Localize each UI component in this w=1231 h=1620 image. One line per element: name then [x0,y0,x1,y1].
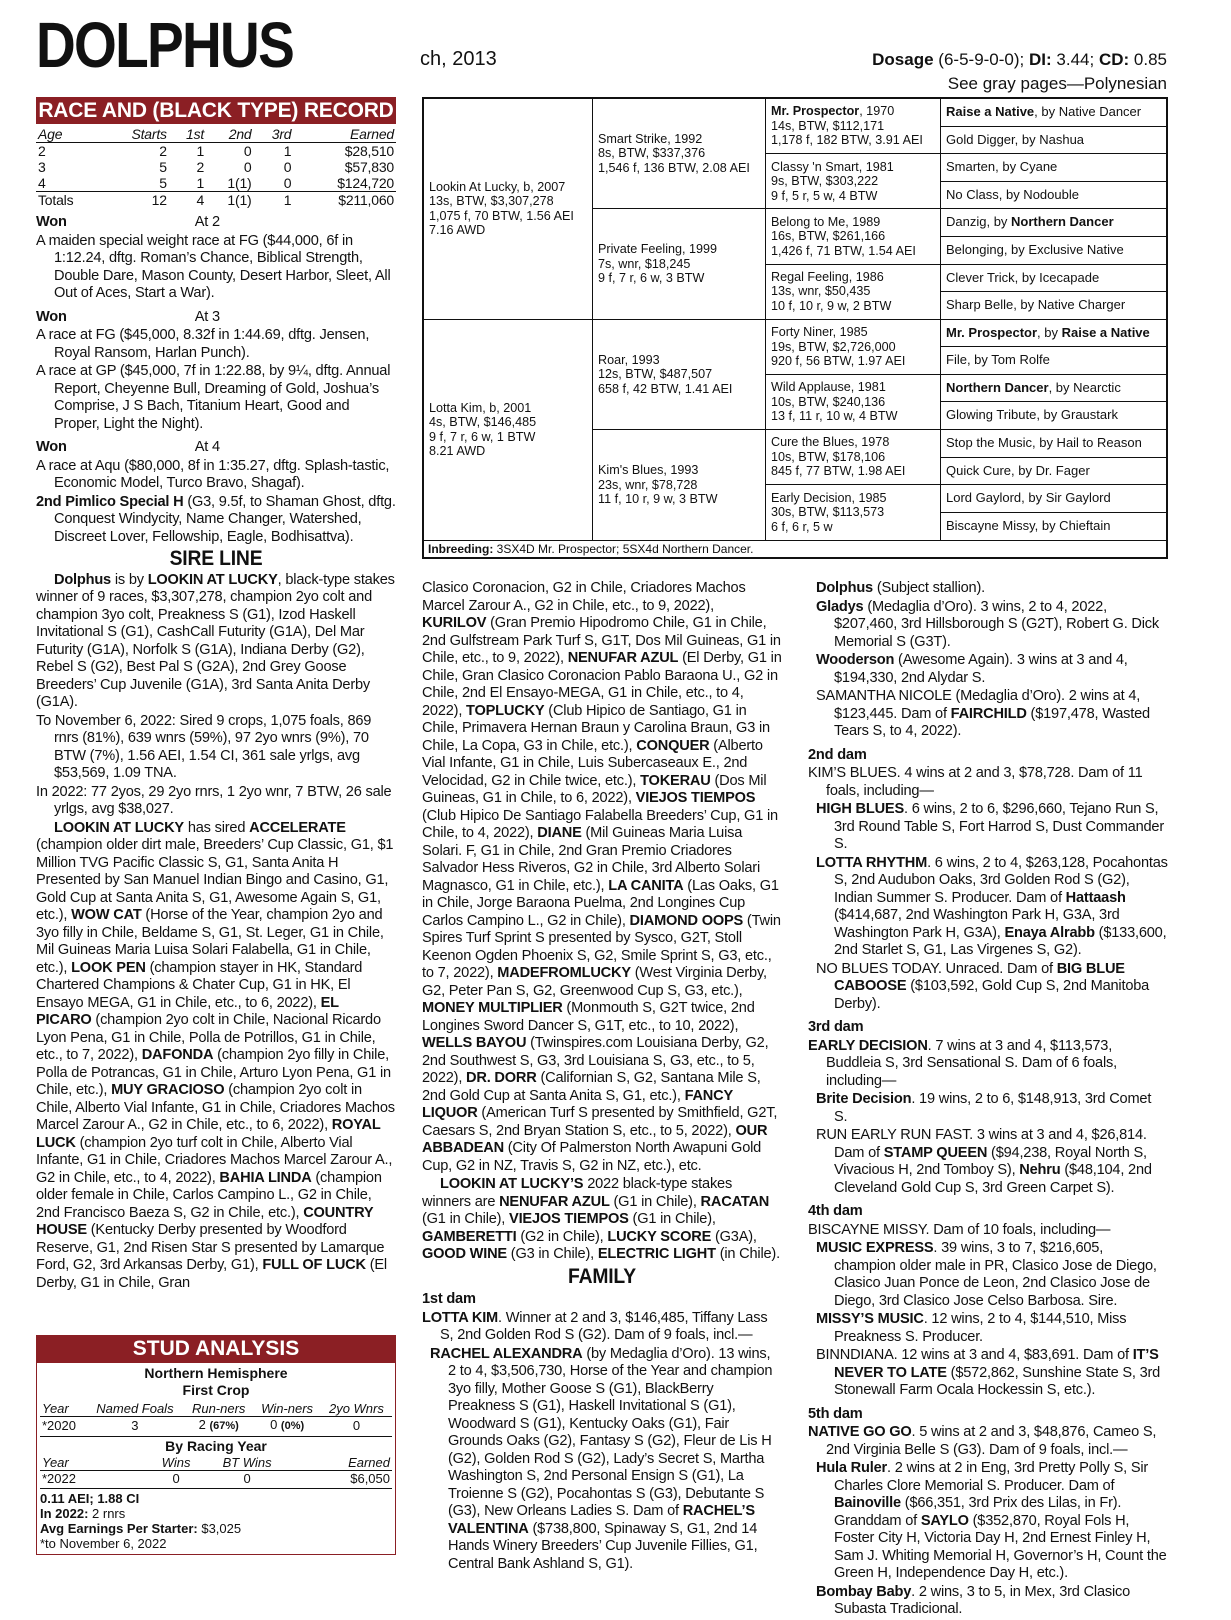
win-3-text-1: A race at FG ($45,000, 8.32f in 1:44.69, dftg. Jensen, Royal Ransom, Harlan Punch). [36,327,370,361]
bold-name: DAFONDA [141,1047,214,1063]
pedigree-great-grandparent [766,319,941,374]
pedigree-chart [422,97,1168,559]
ancestor-text: Cure the Blues, 1978 10s, BTW, $178,106 845 f, 77 BTW, 1.98 AEI [771,435,906,479]
bold-name: VIEJOS TIEMPOS [509,1211,629,1227]
pedigree-great-grandparent [766,374,941,429]
ancestor-text: Wild Applause, 1981 10s, BTW, $240,136 13 f, 11 r, 10 w, 4 BTW [771,380,898,424]
win-3-text-2: A race at GP ($45,000, 7f in 1:22.88, by 9¼, dftg. Annual Report, Cheyenne Bull, Dreaming of Gold, Joshua’s Comprise, J S Bach, Titanium Heart, Good and Proper, Light the Night). [36,363,391,432]
bold-name: NENUFAR AZUL [499,1193,610,1210]
pedigree-4th-generation [941,457,1168,485]
record-row [36,159,396,175]
bold-name: MUY GRACIOSO [111,1082,225,1098]
ancestor-text: File, by Tom Rolfe [946,352,1050,368]
bold-name: MADEFROMLUCKY [497,965,631,981]
pedigree-great-grandparent [766,154,941,209]
text-run: (champion stayer in HK, Standard Chartered Champions & Chater Cup, G1 in HK, El Ensayo MEGA, G1 in Chile, etc., to 6, 2022), [36,959,363,1011]
record-cell: $57,830 [344,159,394,175]
stud-analysis-heading: STUD ANALYSIS [36,1335,396,1363]
record-cell: 0 [283,175,292,191]
bold-name: NENUFAR AZUL [567,650,679,666]
ancestor-text: Belonging, by Exclusive Native [946,242,1124,258]
sire-2022-winners [422,1176,782,1264]
middle-column [422,580,782,1574]
sire-line-continued [422,580,782,1175]
bold-ancestor: Northern Dancer [1011,214,1114,230]
bold-name: VIEJOS TIEMPOS [635,790,756,806]
first-dam-heading: 1st dam [422,1291,476,1307]
wooderson-entry: Wooderson (Awesome Again). 3 wins at 3 and 4, $194,330, 2nd Alydar S. [816,652,1128,686]
pedigree-4th-generation [941,430,1168,458]
text-run: (Club Hipico De Santiago Falabella Breeders’ Cup, G1 in Chile, to 4, 2022), [422,807,778,841]
sire-line-heading: SIRE LINE [169,547,263,570]
text-run: (Twinspires.com Louisiana Derby, G2, 2nd Southwest S, G3, 3rd Louisiana S, G3, etc., to 5, 2022), [422,1035,769,1086]
record-cell: 1 [283,143,292,159]
by-racing-year: By Racing Year [40,1436,392,1455]
text-run: (El Derby, G1 in Chile, Gran Clasico Coronacion Pablo Baraona U., G2 in Chile, 2nd El Ensayo-MEGA, G1 in Chile, etc., to 4, 2022), [422,650,782,719]
pedigree-great-grandparent [766,98,941,154]
bold-ancestor: Mr. Prospector [771,104,860,119]
bold-name: TOKERAU [640,772,711,789]
record-cell: 12 [151,192,167,208]
record-cell: $28,510 [344,143,394,159]
bold-name: FANCY LIQUOR [422,1087,733,1121]
bold-name: DR. DORR [466,1070,537,1086]
bold-name: OUR ABBADEAN [422,1122,768,1156]
text-run: (champion 2yo filly in Chile, Polla de Potrancas, G1 in Chile, Arturo Lyon Pena, G1 in Chile, etc.), [36,1047,391,1098]
pedigree-row [423,319,1167,347]
left-column [36,97,396,1293]
text-run: (Dos Mil Guineas, G1 in Chile, to 6, 2022), [422,772,767,806]
pedigree-row [423,98,1167,126]
second-place-text: 2nd Pimlico Special H (G3, 9.5f, to Shaman Ghost, dftg. Conquest Windycity, Name Changer, Watershed, Discreet Lover, Fellowship, Eagle, Bodhisattva). [36,493,396,545]
native-go-go: NATIVE GO GO. 5 wins at 2 and 3, $48,876, Cameo S, 2nd Virginia Belle S (G3). Dam of 9 foals, incl.— [808,1424,1157,1458]
crop-table: Year Named Foals Run-ners Win-ners 2yo Wnrs *2020 3 2 (67%) 0 (0%) 0 [40,1401,392,1434]
bold-ancestor: Raise a Native [946,104,1035,120]
pedigree-4th-generation [941,98,1168,126]
text-run: (Las Oaks, G1 in Chile, Jorge Baraona Puelma, 2nd Longines Cup Carlos Campino L., G2 in Chile), [422,877,779,929]
record-col-header: Starts [131,126,167,142]
text-run: (champion older female in Chile, Carlos Campino L., G2 in Chile, 2nd Francisco Baeza S, G2 in Chile, etc.), [36,1169,382,1221]
record-cell: 1(1) [227,192,252,208]
no-blues-today: NO BLUES TODAY. Unraced. Dam of BIG BLUE CABOOSE ($103,592, Gold Cup S, 2nd Manitoba Derby). [816,960,1150,1012]
biscayne-missy: BISCAYNE MISSY. Dam of 10 foals, including— [808,1221,1111,1238]
year-table: Year Wins BT Wins Earned *2022 0 0 $6,050 [42,1455,390,1486]
avg-earnings: Avg Earnings Per Starter: $3,025 [40,1521,242,1536]
pedigree-grandparent: Smart Strike, 1992 8s, BTW, $337,376 1,546 f, 136 BTW, 2.08 AEI [593,98,766,209]
text-run: (champion 2yo colt in Chile, Nacional Ricardo Lyon Pena, G1 in Chile, Polla de Potrillos, G1 in Chile, etc., to 7, 2022), [36,1012,381,1063]
ancestor-text: Gold Digger, by Nashua [946,131,1085,147]
bombay-baby: Bombay Baby. 2 wins, 3 to 5, in Mex, 3rd Clasico Subasta Tradicional. [816,1583,1131,1617]
third-dam-heading: 3rd dam [808,1019,864,1035]
ancestor-text: Glowing Tribute, by Graustark [946,407,1118,423]
horse-color-year: ch, 2013 [420,48,497,70]
text-run: 2022 black-type stakes winners are [422,1176,733,1210]
ancestor-text: Sharp Belle, by Native Charger [946,297,1126,313]
ancestor-text: , by Nearctic [1048,379,1121,395]
record-cell: 4 [196,192,205,208]
pedigree-grandparent: Kim's Blues, 1993 23s, wnr, $78,728 11 f, 10 r, 9 w, 3 BTW [593,430,766,540]
bold-name: ACCELERATE [249,819,346,836]
record-cell: 1(1) [227,175,252,191]
pedigree-4th-generation [941,402,1168,430]
pedigree-grandparent: Roar, 1993 12s, BTW, $487,507 658 f, 42 BTW, 1.41 AEI [593,319,766,429]
pedigree-4th-generation [941,512,1168,540]
stud-sub-2: First Crop [182,1382,250,1398]
bold-name: LUCKY SCORE [607,1228,712,1245]
bold-name: LA CANITA [608,877,684,894]
ancestor-text: , by [1037,324,1062,340]
record-col-header: 3rd [271,126,292,142]
pedigree-great-grandparent [766,264,941,319]
bold-name: ELECTRIC LIGHT [597,1246,716,1262]
pedigree-great-grandparent [766,485,941,540]
high-blues: HIGH BLUES. 6 wins, 2 to 6, $296,660, Tejano Run S, 3rd Round Table S, Fort Harrod S, Dust Commander S. [816,801,1164,852]
ancestor-text: , 1970 14s, BTW, $112,171 1,178 f, 182 BTW, 3.91 AEI [771,104,923,148]
in-2022: In 2022: 2 rnrs [40,1506,126,1521]
text-run: (champion 2yo colt in Chile, Alberto Vial Infante, G1 in Chile, Criadores Machos Marcel Zarour A., G2 in Chile, etc., to 6, 2022), [36,1082,395,1133]
race-record-table [36,126,396,208]
record-cell: 4 [38,175,46,191]
record-cell: 1 [196,175,205,191]
lotta-kim: LOTTA KIM. Winner at 2 and 3, $146,485, Tiffany Lass S, 2nd Golden Rod S (G2). Dam of 9 foals, incl.— [422,1309,768,1343]
fifth-dam-heading: 5th dam [808,1405,863,1422]
bold-name: GAMBERETTI [422,1228,517,1245]
dolphus-entry: Dolphus (Subject stallion). [816,580,985,596]
text-run: (G1 in Chile), [609,1193,701,1210]
record-cell: 0 [243,143,252,159]
pedigree-4th-generation [941,154,1168,182]
missys-music: MISSY’S MUSIC. 12 wins, 2 to 4, $144,510, Miss Preakness S. Producer. [816,1311,1127,1345]
ancestor-text: Biscayne Missy, by Chieftain [946,517,1111,533]
record-col-header: 2nd [228,126,252,142]
text-run: (Kentucky Derby presented by Woodford Reserve, G1, 2nd Risen Star S presented by Lamarque Ford, G2, 3rd Arkansas Derby, G1), [36,1222,385,1273]
inbreeding-note: Inbreeding: 3SX4D Mr. Prospector; 5SX4d Northern Dancer. [423,540,1167,558]
text-run: (G3A), [711,1228,757,1245]
gladys-entry: Gladys (Medaglia d’Oro). 3 wins, 2 to 4, 2022, $207,460, 3rd Hillsborough S (G2T), Robert G. Dick Memorial S (G3T). [816,598,1159,650]
fourth-dam-heading: 4th dam [808,1203,863,1219]
bold-name: WELLS BAYOU [422,1035,527,1051]
win-2-text: A maiden special weight race at FG ($44,000, 6f in 1:12.24, dftg. Roman’s Chance, Biblical Strength, Double Dare, Mason County, Desert Harbor, Sleet, All Out of Aces, Start a War). [36,232,391,301]
second-dam-heading: 2nd dam [808,746,867,763]
record-col-header: Age [38,126,63,142]
text-run: (G1 in Chile), [422,1211,510,1227]
pedigree-sire: Lookin At Lucky, b, 2007 13s, BTW, $3,307,278 1,075 f, 70 BTW, 1.56 AEI 7.16 AWD [423,98,593,319]
won-at-4: Won At 4 [36,439,220,455]
pedigree-4th-generation [941,292,1168,320]
pedigree-4th-generation [941,319,1168,347]
pedigree-great-grandparent [766,430,941,485]
bold-ancestor: Mr. Prospector [946,324,1038,340]
text-run: (American Turf S presented by Smithfield, G2T, Caesars S, 2nd Bryan Station S, etc., to 5, 2022), [422,1105,778,1139]
early-decision: EARLY DECISION. 7 wins at 3 and 4, $113,573, Buddleia S, 3rd Sensational S. Dam of 6 foals, including— [808,1037,1117,1089]
record-cell: 0 [283,159,292,175]
hula-ruler: Hula Ruler. 2 wins at 2 in Eng, 3rd Pretty Polly S, Sir Charles Clore Memorial S. Producer. Dam of Bainoville ($66,351, 3rd Prix des Lilas, in Fr). Granddam of SAYLO ($352,870, Royal Fols H, Foster City H, Victoria Day H, 2nd Ernest Finley H, Sam J. Whiting Memorial H, Governor’s H, Count the Green H, Independence Day H, etc.). [816,1460,1167,1581]
record-cell: 2 [38,143,46,159]
record-cell: 5 [159,175,167,191]
pedigree-4th-generation [941,236,1168,264]
family-heading: FAMILY [568,1264,636,1288]
pedigree-4th-generation [941,264,1168,292]
record-cell: 3 [38,159,46,175]
text-run: (G2 in Chile), [516,1228,608,1245]
text-run: (Mil Guineas Maria Luisa Solari. F, G1 in Chile, 2nd Gran Premio Criadores Salvador Hess Riveros, G2 in Chile, 3rd Alberto Solari Magnasco, G1 in Chile, etc.), [422,825,760,894]
rachel-alexandra: RACHEL ALEXANDRA (by Medaglia d’Oro). 13 wins, 2 to 4, $3,506,730, Horse of the Year and champion 3yo filly, Mother Goose S (G1), BlackBerry Preakness S (G1), Haskell Invitational S (G1), Woodward S (G1), Kentucky Oaks (G1), Fair Grounds Oaks (G2), Fantasy S (G2), Fleur de Lis H (G2), Golden Rod S (G2), Lady’s Secret S, Martha Washington S, 2nd Personal Ensign S (G1), La Troienne S (G2), Pocahontas S (G3), Debutante S (G3), New Orleans Ladies S. Dam of RACHEL’S VALENTINA ($738,800, Spinaway S, G1, 2nd 14 Hands Winery Breeders’ Cup Juvenile Fillies, G1, Central Bank Ashland S, G1). [430,1345,773,1572]
record-cell: $124,720 [337,175,394,191]
text-run: (G1 in Chile), [628,1211,716,1227]
binndiana: BINNDIANA. 12 wins at 3 and 4, $83,691. Dam of IT’S NEVER TO LATE ($572,862, Sunshine State S, 3rd Stonewall Farm Ocala Hockessin S, etc.). [816,1347,1161,1398]
won-at-3: Won At 3 [36,308,220,325]
record-row [36,143,396,160]
ancestor-text: Stop the Music, by Hail to Reason [946,435,1142,451]
sire-line-p4 [36,820,396,1293]
record-cell: $211,060 [338,192,394,208]
bold-name: CONQUER [636,737,710,754]
text-run: (Californian S, G2, Santana Mile S, 2nd Gold Cup at Santa Anita S, G1, etc.), [422,1070,761,1104]
ancestor-text: , by Native Dancer [1034,104,1142,120]
text-run: (champion older dirt male, Breeders’ Cup Classic, G1, $1 Million TVG Pacific Classic S, G1, Santa Anita H Presented by San Manuel Indian Bingo and Casino, G1, Gold Cup at Santa Anita S, G1, Awesome Again S, G1, etc.), [36,837,394,923]
ancestor-text: Early Decision, 1985 30s, BTW, $113,573 6 f, 6 r, 5 w [771,490,887,534]
ancestor-text: Lord Gaylord, by Sir Gaylord [946,490,1111,506]
bold-name: LOOKIN AT LUCKY [54,819,184,836]
record-cell: 1 [283,192,292,208]
text-run: (El Derby, G1 in Chile, Gran [36,1257,387,1291]
pedigree-grandparent: Private Feeling, 1999 7s, wnr, $18,245 9 f, 7 r, 6 w, 3 BTW [593,209,766,319]
brite-decision: Brite Decision. 19 wins, 2 to 6, $148,913, 3rd Comet S. [816,1091,1152,1125]
dosage-info: Dosage (6-5-9-0-0); DI: 3.44; CD: 0.85 See gray pages—Polynesian [872,48,1167,96]
pedigree-4th-generation [941,485,1168,513]
pedigree-4th-generation [941,347,1168,375]
horse-name-title: DOLPHUS [36,9,294,81]
text-run: (Horse of the Year, champion 2yo and 3yo filly in Chile, Beldame S, G1, St. Leger, G1 in Chile, Mil Guineas Maria Luisa Solari Falabella, G1 in Chile, etc.), [36,907,384,976]
stud-sub-1: Northern Hemisphere [144,1365,288,1381]
bold-name: WOW CAT [71,907,142,923]
bold-name: ROYAL LUCK [36,1117,381,1151]
text-run: (Alberto Vial Infante, G1 in Chile, Luis Subercaseaux E., 2nd Velocidad, G2 in Chile twice, etc.), [422,737,763,789]
won-at-2: Won At 2 [36,214,220,230]
bold-name: TOPLUCKY [466,702,545,719]
stud-footnote: *to November 6, 2022 [40,1536,167,1551]
ancestor-text: Danzig, by [946,214,1012,230]
kims-blues: KIM’S BLUES. 4 wins at 2 and 3, $78,728. Dam of 11 foals, including— [808,765,1143,799]
pedigree-dam: Lotta Kim, b, 2001 4s, BTW, $146,485 9 f, 7 r, 6 w, 1 BTW 8.21 AWD [423,319,593,540]
text-run: (G3 in Chile), [506,1246,598,1262]
bold-name: DIANE [537,825,582,841]
text-run: (City Of Palmerston North Awapuni Gold Cup, G2 in NZ, Travis S, G2 in NZ, etc.), etc. [422,1140,762,1174]
gray-pages-note: See gray pages—Polynesian [947,74,1167,93]
record-row [36,192,396,209]
race-record-heading: RACE AND (BLACK TYPE) RECORD [36,97,396,124]
record-cell: 0 [243,159,252,175]
aei-ci: 0.11 AEI; 1.88 CI [40,1488,392,1506]
bold-name: LOOKIN AT LUCKY’S [440,1176,584,1192]
record-cell: 2 [159,143,167,159]
bold-name: FULL OF LUCK [262,1257,366,1273]
win-4-text: A race at Aqu ($80,000, 8f in 1:35.27, dftg. Splash-tastic, Economic Model, Turco Bravo, Shagaf). [36,457,390,491]
text-run: (in Chile). [715,1246,780,1262]
ancestor-text: Forty Niner, 1985 19s, BTW, $2,726,000 920 f, 56 BTW, 1.97 AEI [771,325,906,369]
bold-ancestor: Raise a Native [1061,324,1150,340]
text-run: (champion 2yo turf colt in Chile, Alberto Vial Infante, G1 in Chile, Criadores Machos Marcel Zarour A., G2 in Chile, etc., to 4, 2022), [36,1134,393,1186]
bold-name: BAHIA LINDA [219,1169,312,1186]
text-run: (Monmouth S, G2T twice, 2nd Longines Sword Dancer S, G1T, etc., to 10, 2022), [422,1000,755,1034]
right-column [808,580,1168,1620]
bold-name: EL PICARO [36,994,339,1028]
text-run: (Twin Spires Turf Sprint S presented by Sysco, G2T, Stoll Keenon Ogden Phoenix S, G2, Smile Sprint S, G3, etc., to 7, 2022), [422,912,781,981]
sire-line-p1: Dolphus is by LOOKIN AT LUCKY, black-type stakes winner of 9 races, $3,307,278, champion 2yo colt and champion 3yo colt, Preakness S (G1), Izod Haskell Invitational S (G1), CashCall Futurity (G1A), Del Mar Futurity (G1A), Norfolk S (G1A), Indiana Derby (G2), Rebel S (G2), Best Pal S (G2A), 2nd Grey Goose Breeders’ Cup Juvenile (G1A), 3rd Santa Anita Derby (G1A). [36,571,395,710]
text-run: has sired [183,819,250,836]
record-col-header: Earned [350,126,394,142]
ancestor-text: No Class, by Nodouble [946,186,1079,202]
ancestor-text: Classy 'n Smart, 1981 9s, BTW, $303,222 9 f, 5 r, 5 w, 4 BTW [771,159,894,203]
bold-name: KURILOV [422,615,487,631]
text-run: Clasico Coronacion, G2 in Chile, Criadores Machos Marcel Zarour A., G2 in Chile, etc., to 9, 2022), [422,580,746,614]
ancestor-text: Regal Feeling, 1986 13s, wnr, $50,435 10 f, 10 r, 9 w, 2 BTW [771,269,892,313]
record-cell: 2 [196,159,205,175]
ancestor-text: Belong to Me, 1989 16s, BTW, $261,166 1,426 f, 71 BTW, 1.54 AEI [771,214,916,258]
record-cell: 5 [159,159,167,175]
record-cell: 1 [196,143,205,159]
music-express: MUSIC EXPRESS. 39 wins, 3 to 7, $216,605, champion older male in PR, Clasico Jose de Diego, Clasico Juan Ponce de Leon, 2nd Clasico Jose de Diego, 3rd Clasico Jose Celso Barbosa. Sire. [816,1240,1157,1309]
record-col-header: 1st [186,126,205,142]
pedigree-4th-generation [941,181,1168,209]
sire-line-p2: To November 6, 2022: Sired 9 crops, 1,075 foals, 869 rnrs (81%), 639 wnrs (59%), 97 2yo wnrs (9%), 70 BTW (7%), 1.56 AEI, 1.54 CI, 361 sale yrlgs, avg $53,569, 1.09 TNA. [36,712,372,781]
text-run: (Gran Premio Hipodromo Chile, G1 in Chile, 2nd Gulfstream Park Turf S, G1T, Dos Mil Guineas, G1 in Chile, etc., to 9, 2022), [422,615,781,666]
ancestor-text: Clever Trick, by Icecapade [946,269,1100,285]
bold-name: COUNTRY HOUSE [36,1204,374,1238]
bold-name: RACATAN [700,1193,770,1210]
text-run: (West Virginia Derby, G2, Peter Pan S, G2, Greenwood Cup S, G3, etc.), [422,965,767,999]
record-cell: Totals [38,192,74,208]
text-run: (Club Hipico de Santiago, G1 in Chile, Primavera Hernan Braun y Carolina Braun, G3 in Chile, La Copa, G3 in Chile, etc.), [422,702,770,754]
bold-name: LOOK PEN [71,959,146,976]
run-early-run-fast: RUN EARLY RUN FAST. 3 wins at 3 and 4, $26,814. Dam of STAMP QUEEN ($94,238, Royal North S, Vivacious H, 2nd Tomboy S), Nehru ($48,104, 2nd Cleveland Gold Cup S, 3rd Green Carpet S). [816,1127,1152,1196]
samantha-entry: SAMANTHA NICOLE (Medaglia d’Oro). 2 wins at 4, $123,445. Dam of FAIRCHILD ($197,478, Wasted Tears S, to 4, 2022). [816,688,1150,739]
pedigree-4th-generation [941,126,1168,153]
stud-analysis [36,1335,396,1555]
bold-ancestor: Northern Dancer [946,379,1049,395]
bold-name: DIAMOND OOPS [629,912,744,929]
sire-line-p3: In 2022: 77 2yos, 29 2yo rnrs, 1 2yo wnr, 7 BTW, 26 sale yrlgs, avg $38,027. [36,783,392,817]
lotta-rhythm: LOTTA RHYTHM. 6 wins, 2 to 4, $263,128, Pocahontas S, 2nd Audubon Oaks, 3rd Golden Rod S (G2), Indian Summer S. Producer. Dam of Hattaash ($414,687, 2nd Washington Park H, G3A, 3rd Washington Park H, G3A), Enaya Alrabb ($133,600, 2nd Starlet S, G1, Las Virgenes S, G2). [816,854,1168,958]
bold-name: MONEY MULTIPLIER [422,1000,563,1016]
bold-name: GOOD WINE [422,1246,507,1262]
pedigree-4th-generation [941,374,1168,402]
record-row [36,175,396,192]
ancestor-text: Quick Cure, by Dr. Fager [946,462,1090,478]
ancestor-text: Smarten, by Cyane [946,159,1058,175]
pedigree-4th-generation [941,209,1168,237]
pedigree-great-grandparent [766,209,941,264]
